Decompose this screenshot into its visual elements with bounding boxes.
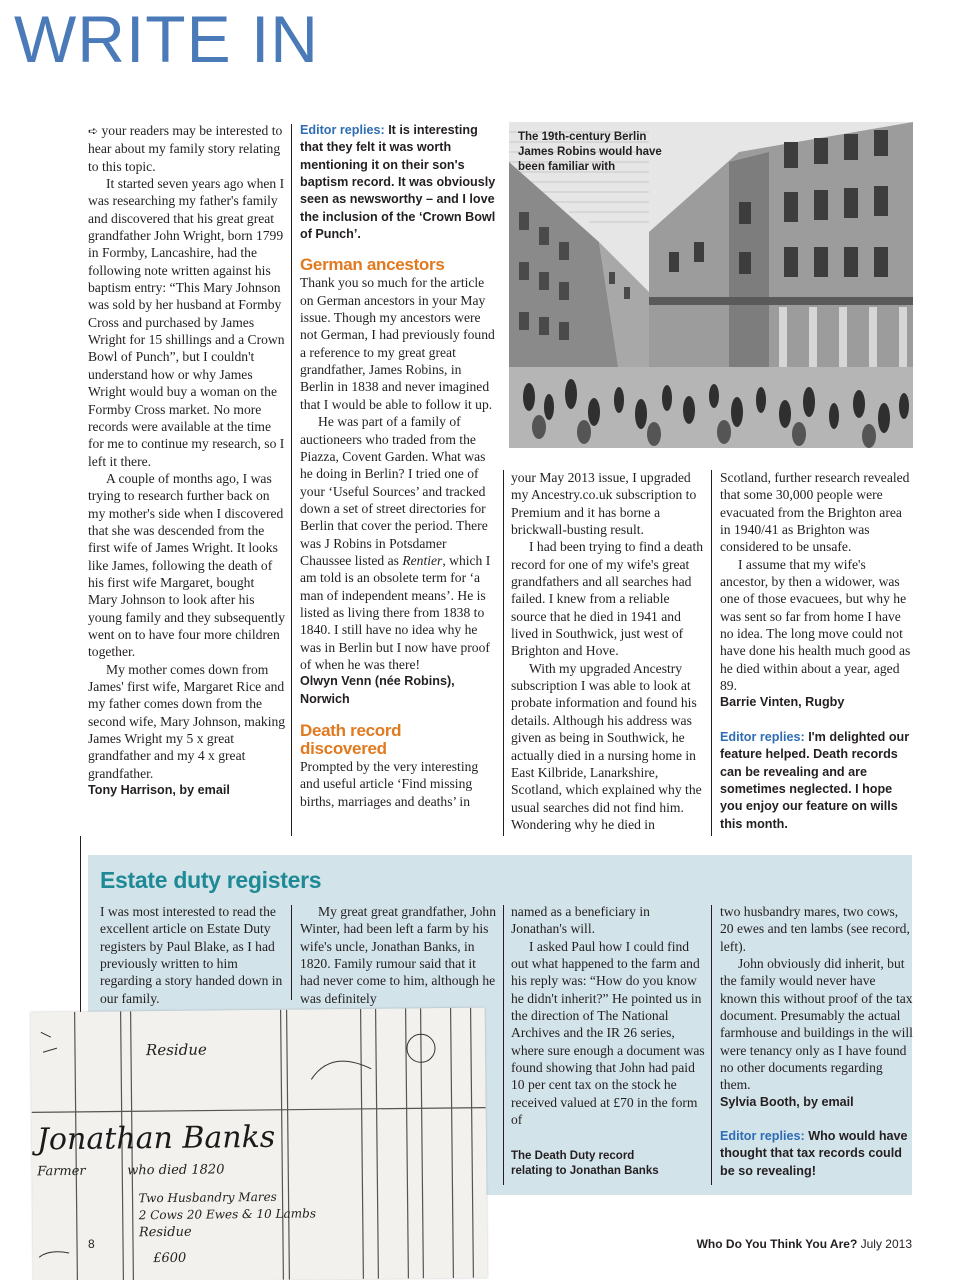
doc-script-residue-2: Residue [138, 1224, 192, 1241]
column-divider [711, 905, 712, 1185]
section-heading-german-ancestors: German ancestors [300, 255, 445, 275]
paragraph: named as a beneficiary in Jonathan's will. [511, 904, 650, 937]
column-divider [503, 905, 504, 1185]
paragraph: Scotland, further research revealed that some 30,000 people were evacuated from the Brighton area in 1940/41 as Brighton was considered to be unsafe. [720, 470, 910, 555]
doc-script-residue: Residue [145, 1040, 207, 1060]
paragraph: It started seven years ago when I was researching my father's family and discovered that his great great grandfather John Wright, born 1799 in Formby, Lancashire, had the following note written against his baptism entry: “This Mary Johnson was sold by her husband at Formby Cross and purchased by James Wright for 15 shillings and a Crown Bowl of Punch”, but I couldn't understand how or why James Wright would buy a woman on the Formby Cross market. No more records were available at the time for me to continue my research, so I left it there. [88, 176, 285, 469]
column-divider [291, 905, 292, 1000]
paragraph: two husbandry mares, two cows, 20 ewes and ten lambs (see record, left). [720, 904, 910, 954]
continued-arrow-icon: ➪ [88, 124, 99, 138]
paragraph: My mother comes down from James' first wife, Margaret Rice and my father comes down from the second wife, Mary Johnson, making James Wright my 5 x great grandfather and my 4 x great grandfather. [88, 661, 286, 781]
doc-script-name: Jonathan Banks [36, 1119, 276, 1158]
estate-duty-heading: Estate duty registers [100, 867, 322, 893]
paragraph: John obviously did inherit, but the family would never have known this without proof of the tax document. Presumably the actual farmhouse and buildings in the will were tenancy only as I have found no other documents regarding them. [720, 956, 913, 1093]
paragraph: I assume that my wife's ancestor, by then a widower, was one of those evacuees, but why he was sent so far from home I have no idea. The long move could not have done his health much good as he died within about a year, aged 89. [720, 556, 911, 694]
paragraph: My great great grandfather, John Winter, had been left a farm by his wife's uncle, Jonathan Banks, in 1820. Family rumour said that it had never come to him, although he was definitely [300, 904, 496, 1006]
doc-script-mares: Two Husbandry Mares [138, 1189, 277, 1206]
letter-signature: Barrie Vinten, Rugby [720, 695, 845, 710]
doc-script-farmer: Farmer [37, 1163, 86, 1180]
paragraph: your May 2013 issue, I upgraded my Ancestry.co.uk subscription to Premium and it has borne a brickwall-busting result. [511, 470, 697, 538]
letter-column-1 [88, 122, 286, 799]
section-heading-death-record: Death record discovered [300, 721, 402, 758]
paragraph: ➪ your readers may be interested to hear about my family story relating to this topic. [88, 123, 283, 174]
document-caption: The Death Duty record relating to Jonathan Banks [511, 1150, 659, 1177]
letter-signature-location: Norwich [300, 691, 350, 706]
paragraph: I was most interested to read the excellent article on Estate Duty registers by Paul Blake, as I had previously written to him regarding a story handed down in our family. [100, 904, 283, 1006]
column-divider [291, 124, 292, 836]
paragraph: He was part of a family of auctioneers who traded from the Piazza, Covent Garden. What was he doing in Berlin? I tried one of your ‘Useful Sources’ and tracked down a set of street directories for Berlin that cover the period. There was J Robins in Potsdamer Chaussee listed as Rentier, which I am told is an obsolete term for ‘a man of independent means’. He is listed as living there from 1838 to 1840. I still have no idea why he was in Berlin but I now have proof of when he was there! [300, 414, 491, 672]
photo-caption: The 19th-century Berlin James Robins would have been familiar with [518, 131, 662, 173]
letter-signature: Sylvia Booth, by email [720, 1094, 854, 1109]
paragraph: With my upgraded Ancestry subscription I was able to look at probate information and found his details. Although his address was given as being in Southwick, he actually died in a nursing home in East Kilbride, Lanarkshire, Scotland, which explained why the usual searches did not find him. Wondering why he died in [511, 660, 702, 832]
letter-signature: Olwyn Venn (née Robins), [300, 674, 455, 689]
paragraph: I asked Paul how I could find out what happened to the farm and his reply was: “How do you know he didn't inherit?” He pointed us in the direction of The National Archives and the IR 26 series, where sure enough a document was found showing that John had paid 10 per cent tax on the stock he received valued at £70 in the form of [511, 938, 705, 1128]
doc-script-cows: 2 Cows 20 Ewes & 10 Lambs [138, 1206, 317, 1223]
magazine-footer: Who Do You Think You Are? July 2013 [696, 1237, 912, 1251]
doc-script-amount: £600 [153, 1250, 187, 1267]
paragraph: I had been trying to find a death record for one of my wife's great grandfathers and all searches had failed. I knew from a reliable source that he died in 1941 and lived in Southwick, just west of Brighton and Hove. [511, 539, 704, 659]
page-title: WRITE IN [14, 2, 319, 76]
editor-reply: Editor replies: Who would have thought that tax records could be so revealing! [720, 1129, 908, 1178]
estate-column-4 [720, 903, 914, 1180]
column-divider [711, 470, 712, 836]
berlin-engraving-image [509, 122, 913, 448]
page-number: 8 [88, 1237, 95, 1251]
paragraph: A couple of months ago, I was trying to research further back on my mother's side when I discovered that she was descended from the first wife of James Wright. It looks like James, following the death of his first wife Margaret, bought Mary Johnson to look after his young family and they subsequently went on to have four more children together. [88, 470, 286, 660]
estate-column-1 [100, 903, 286, 1007]
doc-script-died: who died 1820 [127, 1162, 225, 1179]
letter-signature: Tony Harrison, by email [88, 783, 230, 798]
letter-column-3 [511, 469, 705, 833]
paragraph: Thank you so much for the article on German ancestors in your May issue. Though my ancestors were not German, I had previously found a reference to my great great grandfather, James Robins, in Berlin in 1838 and never imagined that I would be able to follow it up. [300, 275, 495, 412]
letter-column-4 [720, 469, 914, 833]
estate-column-2 [300, 903, 496, 1007]
editor-reply: Editor replies: It is interesting that they felt it was worth mentioning it on their son's baptism record. It was obviously seen as newsworthy – and I love the inclusion of the ‘Crown Bowl of Punch’. [300, 123, 496, 242]
estate-column-3 [511, 903, 705, 1128]
column-divider [503, 470, 504, 836]
death-duty-record-image [31, 1008, 488, 1280]
editor-reply: Editor replies: I'm delighted our feature helped. Death records can be revealing and are sometimes neglected. I hope you enjoy our feature on wills this month. [720, 729, 910, 831]
letter-column-2 [300, 122, 496, 810]
paragraph: Prompted by the very interesting and useful article ‘Find missing births, marriages and deaths’ in [300, 759, 479, 809]
